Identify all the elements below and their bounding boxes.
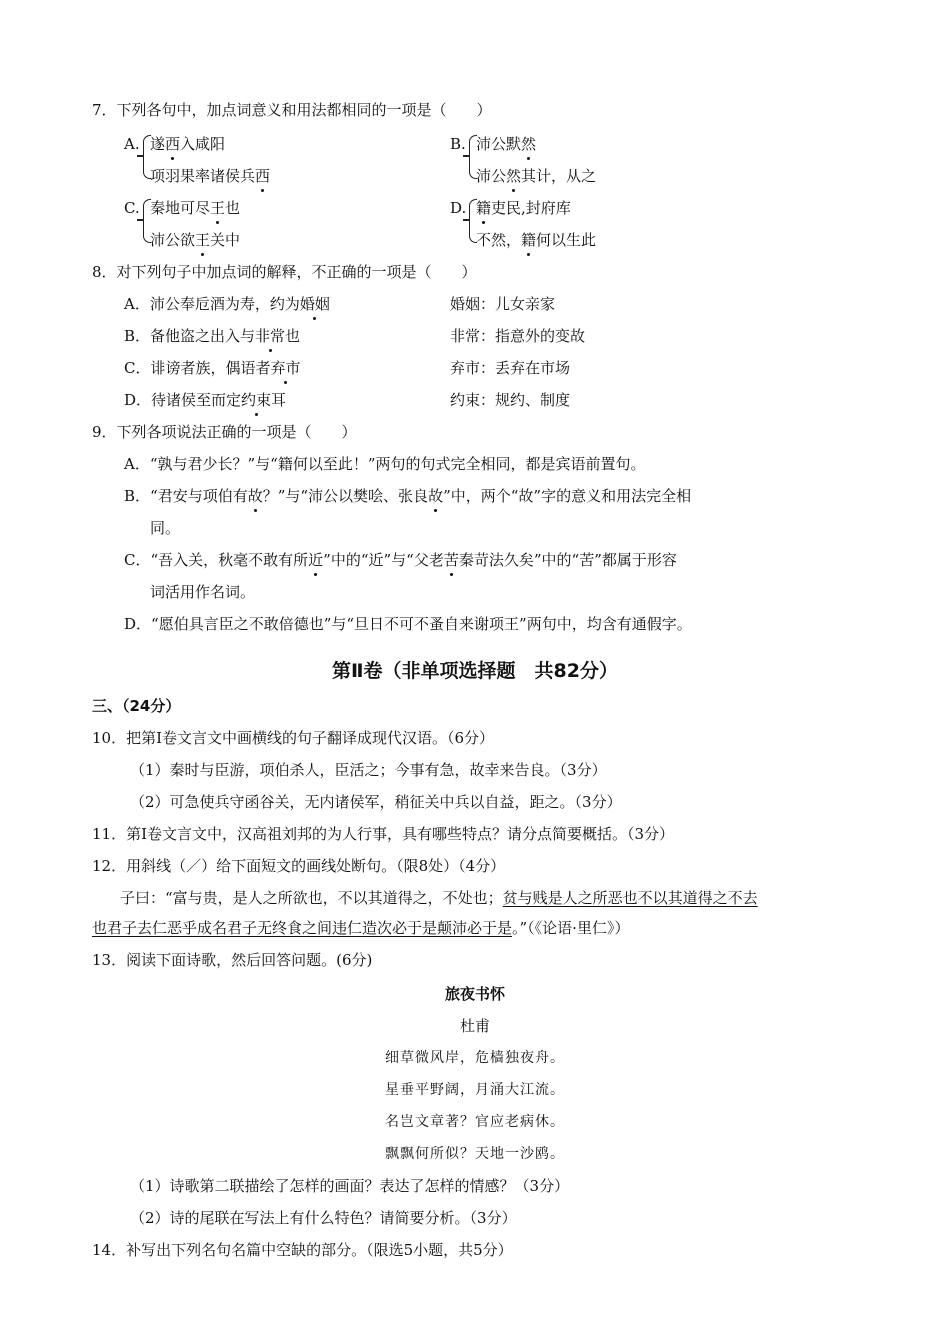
- poem-line: 名岂文章著？官应老病休。: [385, 1114, 565, 1130]
- q7-c-line1: 秦地可尽王也: [150, 199, 241, 217]
- q7-d-line1: 籍吏民,封府库: [476, 199, 571, 217]
- q9-option-c-cont: 词活用作名词。: [150, 583, 256, 601]
- q14-stem: 14．补写出下列名句名篇中空缺的部分。（限选5小题，共5分）: [92, 1241, 513, 1259]
- q7-a-line1: 遂西入咸阳: [150, 135, 226, 153]
- q9-option-a: A．“孰与君少长？”与“籍何以至此！”两句的句式完全相同，都是宾语前置句。: [124, 455, 646, 473]
- q8-option-b: B．备他盗之出入与非常也: [124, 327, 301, 345]
- q10-sub1: （1）秦时与臣游，项伯杀人，臣活之；今事有急，故幸来告良。（3分）: [130, 761, 607, 779]
- q12-underlined-segment: 也君子去仁恶乎成名君子无终食之间违仁造次必于是颠沛必于是: [92, 919, 513, 937]
- q9-option-b: B．“君安与项伯有故？”与“沛公以樊哙、张良故”中，两个“故”字的意义和用法完全相: [124, 487, 692, 505]
- q8-gloss-a: 婚姻：儿女亲家: [450, 295, 556, 313]
- poem-author: 杜甫: [459, 1017, 490, 1035]
- poem-title: 旅夜书怀: [444, 985, 505, 1003]
- q8-gloss-c: 弃市：丢弃在市场: [450, 359, 571, 377]
- q7-a-line2: 项羽果率诸侯兵西: [150, 167, 271, 185]
- q10-stem: 10．把第Ⅰ卷文言文中画横线的句子翻译成现代汉语。（6分）: [92, 729, 495, 747]
- q13-sub1: （1）诗歌第二联描绘了怎样的画面？表达了怎样的情感？（3分）: [130, 1177, 570, 1195]
- q7-c-label: C.: [124, 199, 140, 217]
- q7-d-label: D.: [450, 199, 467, 217]
- q13-sub2: （2）诗的尾联在写法上有什么特色？请简要分析。（3分）: [130, 1209, 517, 1227]
- q11-stem: 11．第Ⅰ卷文言文中，汉高祖刘邦的为人行事，具有哪些特点？请分点简要概括。（3分）: [92, 825, 675, 843]
- q12-underlined-segment: 贫与贱是人之所恶也不以其道得之不去: [502, 889, 758, 907]
- q9-option-c: C．“吾入关，秋毫不敢有所近”中的“近”与“父老苦秦苛法久矣”中的“苦”都属于形容: [124, 551, 677, 569]
- q12-stem: 12．用斜线（／）给下面短文的画线处断句。（限8处）（4分）: [92, 857, 506, 875]
- q8-gloss-d: 约束：规约、制度: [450, 391, 571, 409]
- q7-stem: 7．下列各句中，加点词意义和用法都相同的一项是（ ）: [92, 101, 492, 119]
- q7-b-line1: 沛公默然: [476, 135, 537, 153]
- q13-stem: 13．阅读下面诗歌，然后回答问题。(6分): [92, 951, 373, 969]
- q7-c-line2: 沛公欲王关中: [150, 231, 241, 249]
- q8-option-a: A．沛公奉卮酒为寿，约为婚姻: [124, 295, 330, 313]
- q9-option-b-cont: 同。: [150, 519, 181, 537]
- q7-b-label: B.: [450, 135, 466, 153]
- q8-gloss-b: 非常：指意外的变故: [450, 327, 586, 345]
- q9-option-d: D．“愿伯具言臣之不敢倍德也”与“旦日不可不蚤自来谢项王”两句中，均含有通假字。: [124, 615, 692, 633]
- q9-stem: 9．下列各项说法正确的一项是（ ）: [92, 423, 357, 441]
- q10-sub2: （2）可急使兵守函谷关，无内诸侯军，稍征关中兵以自益，距之。（3分）: [130, 793, 622, 811]
- q7-a-label: A.: [124, 135, 140, 153]
- section-3-heading: 三、（24分）: [92, 697, 181, 715]
- part2-title: 第Ⅱ卷（非单项选择题 共82分）: [332, 660, 618, 682]
- q8-option-d: D．待诸侯至而定约束耳: [124, 391, 287, 409]
- q8-stem: 8．对下列句子中加点词的解释，不正确的一项是（ ）: [92, 263, 477, 281]
- q12-passage-line2: 也君子去仁恶乎成名君子无终食之间违仁造次必于是颠沛必于是。”（《论语·里仁》）: [92, 919, 630, 937]
- q7-b-line2: 沛公然其计，从之: [476, 167, 597, 185]
- poem-line: 细草微风岸，危樯独夜舟。: [385, 1050, 565, 1066]
- q8-option-c: C．诽谤者族，偶语者弃市: [124, 359, 301, 377]
- q7-d-line2: 不然，籍何以生此: [476, 231, 597, 249]
- poem-line: 星垂平野阔，月涌大江流。: [385, 1082, 565, 1098]
- q12-passage-line1: 子曰：“富与贵，是人之所欲也，不以其道得之，不处也；贫与贱是人之所恶也不以其道得之不去: [120, 889, 758, 907]
- poem-line: 飘飘何所似？天地一沙鸥。: [385, 1146, 565, 1162]
